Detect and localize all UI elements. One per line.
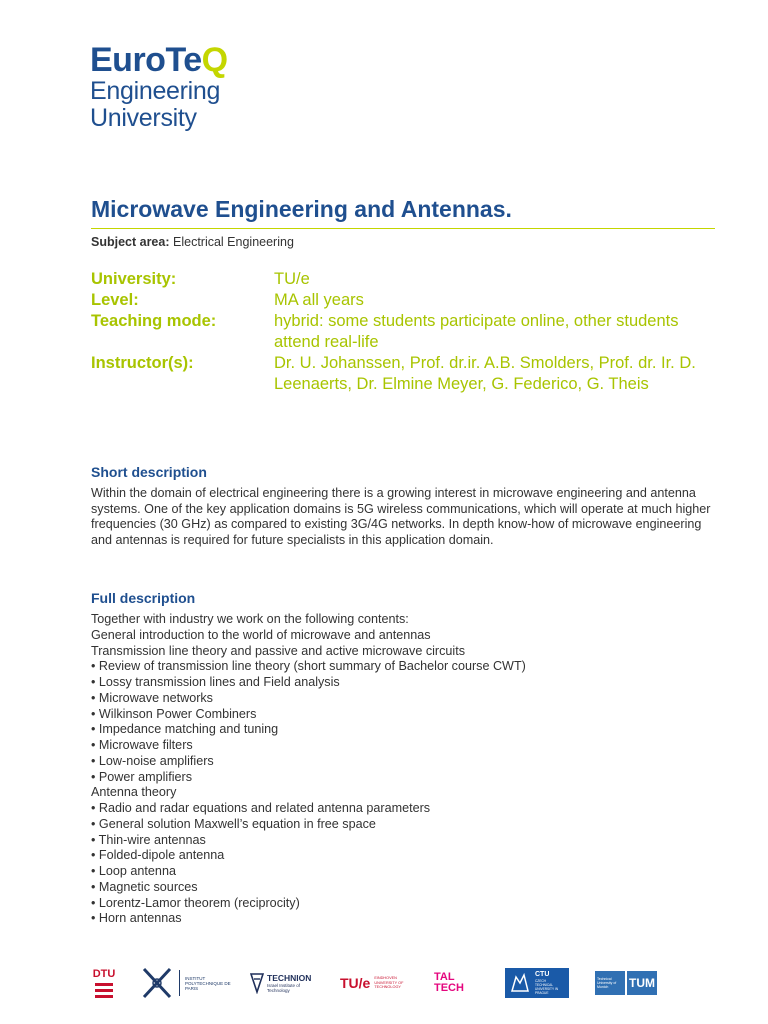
list-item: • Microwave filters <box>91 738 193 752</box>
list-item: • Power amplifiers <box>91 769 192 784</box>
list-item: • Microwave networks <box>91 690 213 705</box>
technion-logo: TECHNION Israel Institute of Technology <box>250 962 312 1004</box>
logo-q: Q <box>201 41 228 79</box>
meta-value: hybrid: some students participate online, other students attend real-life <box>274 312 679 351</box>
logo-line-1: EuroTeQ <box>90 41 228 79</box>
list-item: • Low-noise amplifiers <box>91 753 214 768</box>
meta-key: Teaching mode: <box>91 312 217 330</box>
title-rule <box>91 228 715 229</box>
list-item: Transmission line theory and passive and active microwave circuits <box>91 643 465 658</box>
meta-value: MA all years <box>274 291 364 309</box>
polytechnique-emblem-icon <box>140 965 174 1001</box>
ctu-logo: CTU CZECH TECHNICAL UNIVERSITY IN PRAGUE <box>505 968 569 998</box>
tue-logo: TU/e EINDHOVEN UNIVERSITY OF TECHNOLOGY <box>340 975 404 991</box>
page-title: Microwave Engineering and Antennas. <box>91 196 512 222</box>
list-item: • Impedance matching and tuning <box>91 722 279 737</box>
taltech-logo: TAL TECH <box>434 971 464 994</box>
logo-line-2: Engineering <box>90 77 221 105</box>
list-item: • Radio and radar equations and related antenna parameters <box>91 801 431 815</box>
full-description-list <box>91 612 716 927</box>
list-item: • Wilkinson Power Combiners <box>91 706 257 721</box>
subject-label: Subject area: <box>91 235 170 249</box>
subject-area <box>91 235 294 249</box>
short-description-text: Within the domain of electrical engineering there is a growing interest in microwave engineering and antenna systems. One of the key application domains is 5G wireless communications, which will operate at much higher frequencies (30 GHz) as compared to existing 3G/4G networks. In depth know-how of microwave engineering and antennas is required for future specialists in this application domain. <box>91 486 711 548</box>
dtu-logo: DTU <box>90 962 118 1004</box>
polytechnique-logo: INSTITUT POLYTECHNIQUE DE PARIS <box>140 962 240 1004</box>
list-item: • Lorentz-Lamor theorem (reciprocity) <box>91 895 300 910</box>
list-item: • Thin-wire antennas <box>91 832 206 847</box>
eurotq-logo <box>90 42 228 132</box>
course-meta <box>91 269 711 395</box>
meta-key: Level: <box>91 291 139 309</box>
list-item: • Horn antennas <box>91 911 182 926</box>
meta-row-level <box>91 290 711 311</box>
partner-logos <box>0 962 768 1012</box>
short-description-heading: Short description <box>91 464 207 480</box>
list-item: • Lossy transmission lines and Field analysis <box>91 675 340 689</box>
meta-row-instructors <box>91 353 711 395</box>
list-item: • Review of transmission line theory (short summary of Bachelor course CWT) <box>91 659 526 674</box>
technion-emblem-icon <box>250 972 264 994</box>
list-item: • Magnetic sources <box>91 879 198 894</box>
ctu-lion-icon <box>508 971 532 995</box>
meta-row-teaching-mode <box>91 311 711 353</box>
meta-key: University: <box>91 270 177 288</box>
tum-logo: Technical University of Munich TUM <box>595 962 665 1004</box>
list-item: Antenna theory <box>91 785 177 800</box>
subject-value: Electrical Engineering <box>173 235 294 249</box>
meta-key: Instructor(s): <box>91 354 194 372</box>
list-item: • Folded-dipole antenna <box>91 848 225 863</box>
full-description-heading: Full description <box>91 590 196 606</box>
list-item: Together with industry we work on the following contents: <box>91 612 409 626</box>
list-item: • General solution Maxwell’s equation in free space <box>91 816 376 831</box>
logo-line-3: University <box>90 104 197 132</box>
list-item: • Loop antenna <box>91 864 176 878</box>
list-item: General introduction to the world of microwave and antennas <box>91 627 431 642</box>
meta-row-university <box>91 269 711 290</box>
meta-value: TU/e <box>274 270 310 288</box>
meta-value: Dr. U. Johanssen, Prof. dr.ir. A.B. Smolders, Prof. dr. Ir. D. Leenaerts, Dr. Elmine Meyer, G. Federico, G. Theis <box>274 354 696 393</box>
